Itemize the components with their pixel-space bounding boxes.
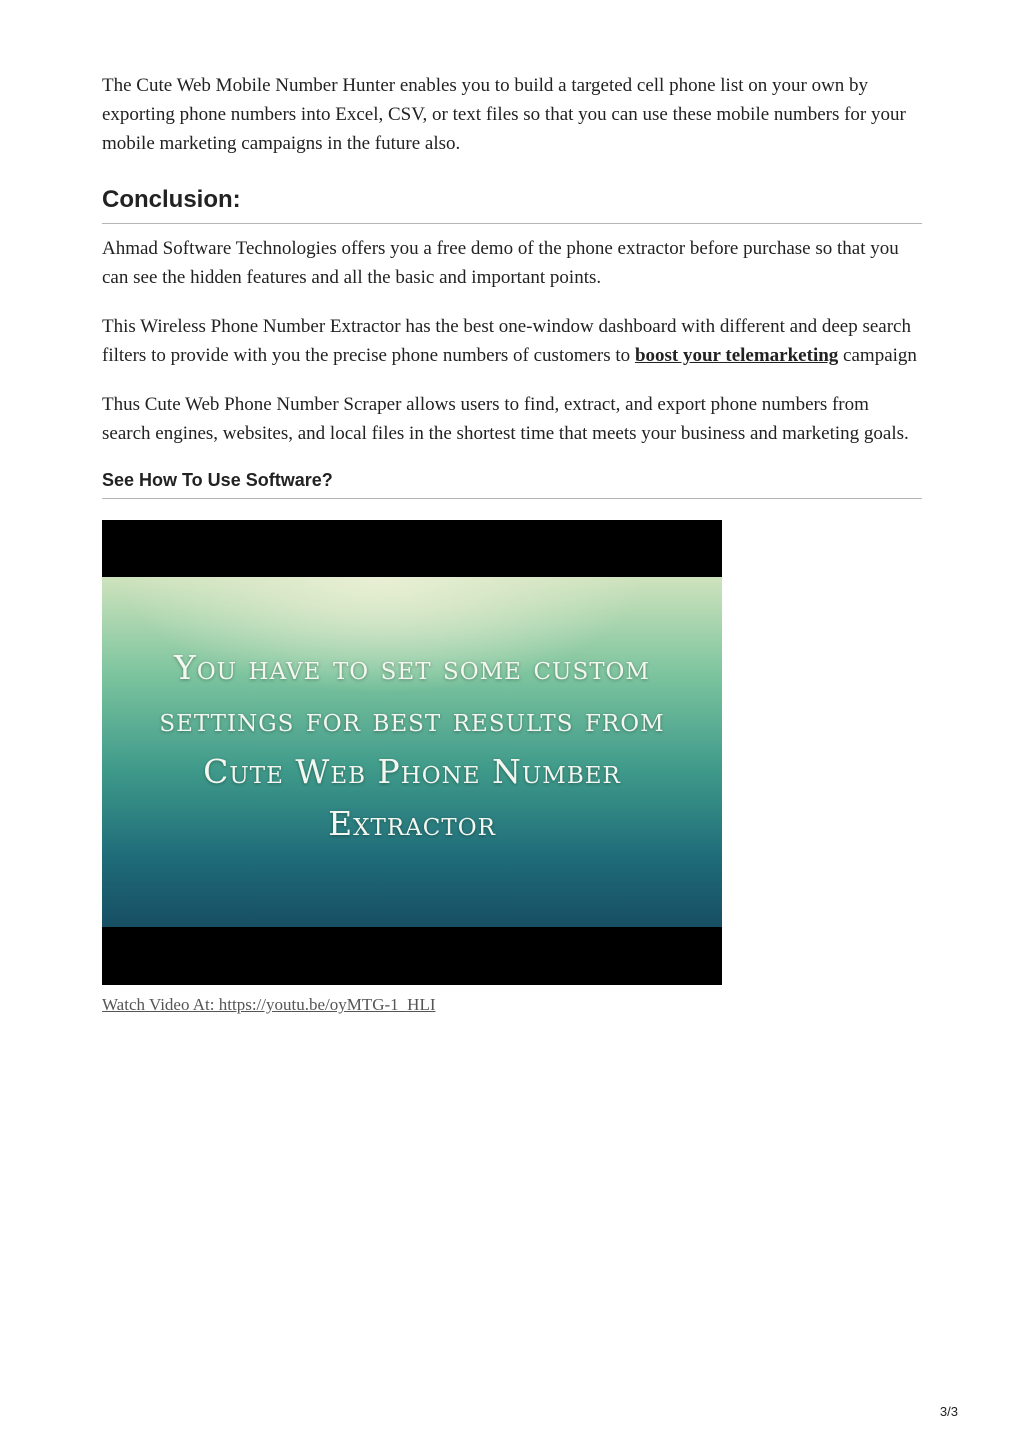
conclusion-heading: Conclusion: <box>102 185 922 224</box>
conclusion-paragraph-2-text: This Wireless Phone Number Extractor has the best one-window dashboard with different and deep search filters to provide with you the precise phone numbers of customers to <box>102 316 911 366</box>
conclusion-paragraph-3: Thus Cute Web Phone Number Scraper allows users to find, extract, and export phone numbers from search engines, websites, and local files in the shortest time that meets your business and marketing goals. <box>102 394 909 444</box>
conclusion-paragraph-1: Ahmad Software Technologies offers you a free demo of the phone extractor before purchase so that you can see the hidden features and all the basic and important points. <box>102 238 899 288</box>
howto-heading: See How To Use Software? <box>102 468 922 499</box>
conclusion-paragraph-2 <box>102 312 922 370</box>
intro-paragraph: The Cute Web Mobile Number Hunter enables you to build a targeted cell phone list on your own by exporting phone numbers into Excel, CSV, or text files so that you can use these mobile numbers for your mobile marketing campaigns in the future also. <box>102 75 906 154</box>
page-number: 3/3 <box>939 1404 958 1419</box>
document-content <box>102 71 922 1015</box>
video-thumbnail[interactable] <box>102 520 722 985</box>
boost-telemarketing-link[interactable]: boost your telemarketing <box>634 345 839 366</box>
video-frame <box>102 577 722 927</box>
video-caption: You have to set some custom settings for best results from Cute Web Phone Number Extractor <box>159 648 665 843</box>
conclusion-paragraph-2-tail: campaign <box>838 345 917 366</box>
watch-video-link[interactable]: Watch Video At: https://youtu.be/oyMTG-1_HLI <box>102 995 436 1014</box>
